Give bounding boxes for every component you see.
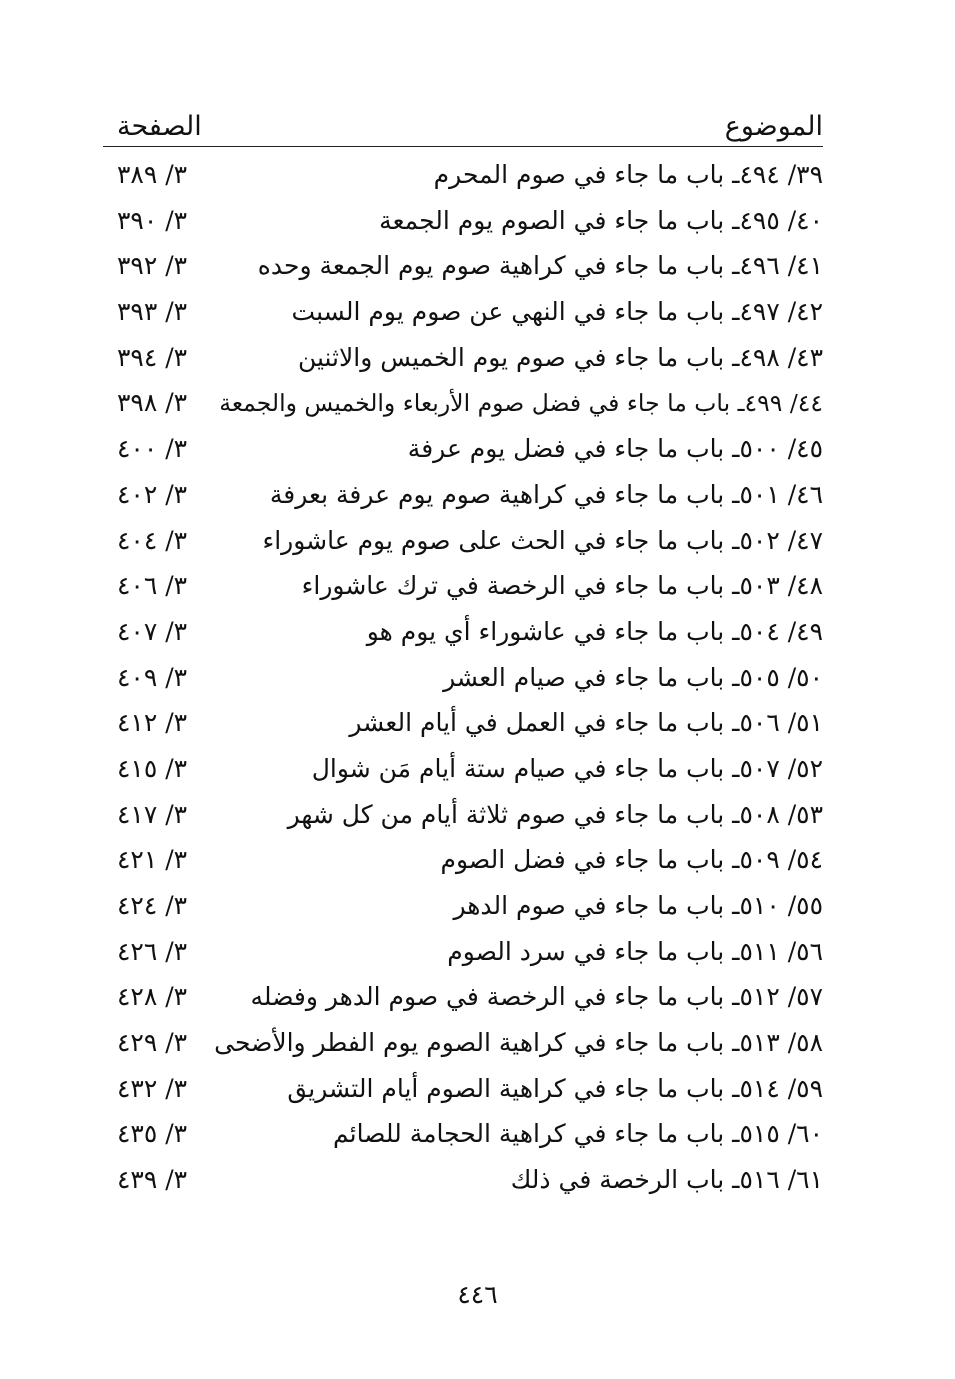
entry-page-ref: ٣/ ٣٩٨ [117,388,188,418]
entry-topic: ٤٨/ ٥٠٣ـ باب ما جاء في الرخصة في ترك عاشوراء [301,571,823,601]
page-number: ٤٤٦ [457,1280,498,1309]
entry-page-ref: ٣/ ٤١٥ [117,753,188,783]
list-item [103,1113,823,1159]
entry-topic: ٤٥/ ٥٠٠ـ باب ما جاء في فضل يوم عرفة [407,434,823,464]
list-item [103,154,823,200]
entry-topic: ٤٧/ ٥٠٢ـ باب ما جاء في الحث على صوم يوم عاشوراء [262,525,823,555]
entry-topic: ٥٥/ ٥١٠ـ باب ما جاء في صوم الدهر [453,891,823,920]
entry-topic: ٥٢/ ٥٠٧ـ باب ما جاء في صيام ستة أيام مَن شوال [311,753,823,783]
entry-page-ref: ٣/ ٤٣٥ [117,1119,188,1149]
list-item [103,200,823,246]
entry-page-ref: ٣/ ٤٢١ [117,845,188,875]
table-header [103,108,823,146]
list-item [103,839,823,885]
contents-list [103,154,823,1205]
entry-topic: ٥٤/ ٥٠٩ـ باب ما جاء في فضل الصوم [440,845,823,875]
entry-page-ref: ٣/ ٤٣٩ [117,1165,188,1195]
list-item [103,474,823,520]
entry-page-ref: ٣/ ٤٢٤ [117,891,188,920]
list-item [103,337,823,383]
entry-topic: ٥١/ ٥٠٦ـ باب ما جاء في العمل في أيام العشر [349,708,823,738]
list-item [103,245,823,291]
entry-page-ref: ٣/ ٤٠٢ [117,479,188,509]
entry-page-ref: ٣/ ٤١٢ [117,708,188,738]
topic-column-heading: الموضوع [724,111,823,142]
entry-topic: ٥٨/ ٥١٣ـ باب ما جاء في كراهية الصوم يوم الفطر والأضحى [214,1028,823,1058]
entry-page-ref: ٣/ ٣٩٠ [117,205,188,235]
entry-page-ref: ٣/ ٤٢٦ [117,936,188,966]
list-item [103,291,823,337]
entry-page-ref: ٣/ ٤٣٢ [117,1073,188,1103]
list-item [103,565,823,611]
entry-topic: ٤٩/ ٥٠٤ـ باب ما جاء في عاشوراء أي يوم هو [366,616,823,646]
entry-page-ref: ٣/ ٣٨٩ [117,160,188,189]
list-item [103,702,823,748]
entry-topic: ٤٠/ ٤٩٥ـ باب ما جاء في الصوم يوم الجمعة [379,205,823,235]
entry-topic: ٥٧/ ٥١٢ـ باب ما جاء في الرخصة في صوم الدهر وفضله [250,982,823,1012]
entry-page-ref: ٣/ ٤٢٨ [117,982,188,1012]
entry-page-ref: ٣/ ٤٠٧ [117,616,188,646]
list-item [103,1068,823,1114]
entry-page-ref: ٣/ ٤٠٤ [117,525,188,555]
entry-topic: ٥٦/ ٥١١ـ باب ما جاء في سرد الصوم [447,936,823,966]
entry-page-ref: ٣/ ٣٩٣ [117,297,188,327]
entry-topic: ٤٦/ ٥٠١ـ باب ما جاء في كراهية صوم يوم عرفة بعرفة [269,479,823,509]
list-item [103,748,823,794]
entry-topic: ٤١/ ٤٩٦ـ باب ما جاء في كراهية صوم يوم الجمعة وحده [257,251,823,281]
entry-page-ref: ٣/ ٣٩٢ [117,251,188,281]
entry-topic: ٣٩/ ٤٩٤ـ باب ما جاء في صوم المحرم [433,160,823,189]
entry-page-ref: ٣/ ٤٠٩ [117,662,188,692]
header-divider [103,146,823,147]
list-item [103,885,823,931]
list-item [103,520,823,566]
entry-topic: ٤٤/ ٤٩٩ـ باب ما جاء في فضل صوم الأربعاء والخميس والجمعة [219,389,823,418]
list-item [103,428,823,474]
list-item [103,794,823,840]
entry-page-ref: ٣/ ٤١٧ [117,799,188,829]
entry-page-ref: ٣/ ٣٩٤ [117,342,188,372]
entry-topic: ٤٢/ ٤٩٧ـ باب ما جاء في النهي عن صوم يوم السبت [291,297,823,327]
list-item [103,382,823,428]
list-item [103,976,823,1022]
list-item [103,657,823,703]
list-item [103,611,823,657]
list-item [103,1159,823,1205]
entry-topic: ٤٣/ ٤٩٨ـ باب ما جاء في صوم يوم الخميس والاثنين [297,342,823,372]
entry-topic: ٦١/ ٥١٦ـ باب الرخصة في ذلك [510,1165,823,1195]
entry-topic: ٥٣/ ٥٠٨ـ باب ما جاء في صوم ثلاثة أيام من كل شهر [287,799,823,829]
entry-page-ref: ٣/ ٤٢٩ [117,1028,188,1058]
entry-topic: ٥٩/ ٥١٤ـ باب ما جاء في كراهية الصوم أيام التشريق [287,1073,823,1103]
list-item [103,1022,823,1068]
entry-page-ref: ٣/ ٤٠٠ [117,434,188,464]
entry-topic: ٦٠/ ٥١٥ـ باب ما جاء في كراهية الحجامة للصائم [332,1119,823,1149]
entry-page-ref: ٣/ ٤٠٦ [117,571,188,601]
entry-topic: ٥٠/ ٥٠٥ـ باب ما جاء في صيام العشر [443,662,823,692]
list-item [103,931,823,977]
page-column-heading: الصفحة [117,111,202,142]
